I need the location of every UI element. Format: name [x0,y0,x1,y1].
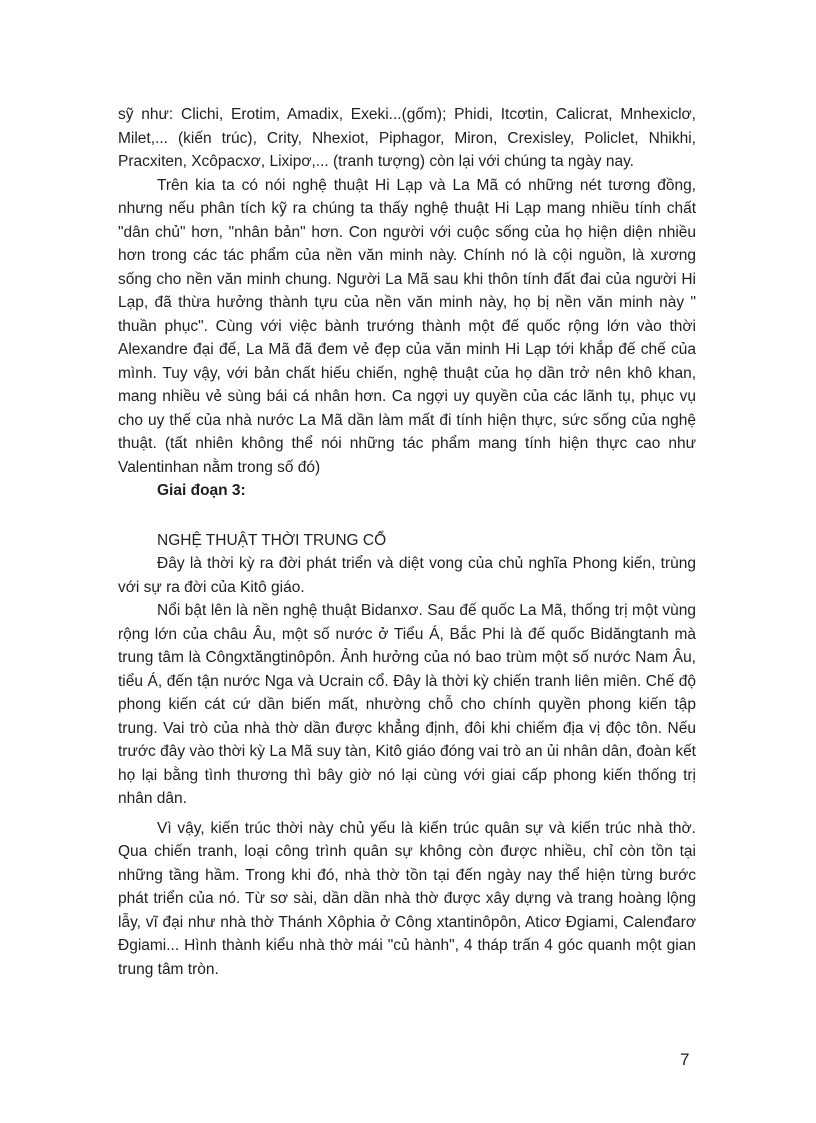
stage-heading: Giai đoạn 3: [157,482,246,499]
paragraph-feudal-period: Đây là thời kỳ ra đời phát triển và diệt vong của chủ nghĩa Phong kiến, trùng với sự ra đời của Kitô giáo. [118,555,696,596]
page-number: 7 [680,1050,690,1069]
paragraph-artists: sỹ như: Clichi, Erotim, Amadix, Exeki...(gốm); Phidi, Itcơtin, Calicrat, Mnhexiclơ, Milet,... (kiến trúc), Crity, Nhexiot, Piphagor, Miron, Crexisley, Policlet, Nhikhi, Pracxiten, Xcôpacxơ, Lixipơ,... (tranh tượng) còn lại với chúng ta ngày nay. [118,106,696,170]
paragraph-greek-roman-comparison: Trên kia ta có nói nghệ thuật Hi Lạp và La Mã có những nét tương đồng, nhưng nếu phân tích kỹ ra chúng ta thấy nghệ thuật Hi Lạp mang nhiều tính chất "dân chủ" hơn, "nhân bản" hơn. Con người với cuộc sống của họ hiện diện nhiều hơn trong các tác phẩm của nền văn minh này. Chính nó là cội nguồn, là xương sống cho nền văn minh chung. Người La Mã sau khi thôn tính đất đai của người Hi Lạp, đã thừa hưởng thành tựu của nền văn minh này, họ bị nền văn minh này " thuần phục". Cùng với việc bành trướng thành một đế quốc rộng lớn vào thời Alexandre đại đế, La Mã đã đem vẻ đẹp của văn minh Hi Lạp tới khắp đế chế của mình. Tuy vậy, với bản chất hiếu chiến, nghệ thuật của họ dần trở nên khô khan, mang nhiều vẻ sùng bái cá nhân hơn. Ca ngợi uy quyền của các lãnh tụ, phục vụ cho uy thế của nhà nước La Mã dần làm mất đi tính hiện thực, sức sống của nghệ thuật. (tất nhiên không thể nói những tác phẩm mang tính hiện thực cao như Valentinhan nằm trong số đó) [118,176,696,476]
section-title: NGHỆ THUẬT THỜI TRUNG CỔ [157,531,387,549]
paragraph-architecture: Vì vậy, kiến trúc thời này chủ yếu là kiến trúc quân sự và kiến trúc nhà thờ. Qua chiến tranh, loại công trình quân sự không còn được nhiều, chỉ còn tồn tại những tầng hầm. Trong khi đó, nhà thờ tồn tại đến ngày nay thể hiện từng bước phát triển của nó. Từ sơ sài, dần dần nhà thờ được xây dựng và trang hoàng lộng lẫy, vĩ đại như nhà thờ Thánh Xôphia ở Công xtantinôpôn, Aticơ Đgiami, Calenđarơ Đgiami... Hình thành kiểu nhà thờ mái "củ hành", 4 tháp trấn 4 góc quanh một gian trung tâm tròn. [118,819,696,978]
document-body [118,103,696,981]
paragraph-byzantine-art: Nổi bật lên là nền nghệ thuật Bidanxơ. Sau đế quốc La Mã, thống trị một vùng rộng lớn của châu Âu, một số nước ở Tiểu Á, Bắc Phi là đế quốc Bidăngtanh mà trung tâm là Côngxtăngtinôpôn. Ảnh hưởng của nó bao trùm một số nước Nam Âu, tiểu Á, đến tận nước Nga và Ucrain cổ. Đây là thời kỳ chiến tranh liên miên. Chế độ phong kiến cát cứ dần biến mất, nhường chỗ cho chính quyền phong kiến tập trung. Vai trò của nhà thờ dần được khẳng định, đôi khi chiếm địa vị độc tôn. Nếu trước đây vào thời kỳ La Mã suy tàn, Kitô giáo đóng vai trò an ủi nhân dân, đoàn kết họ lại bằng tình thương thì bây giờ nó lại cùng với giai cấp phong kiến thống trị nhân dân. [118,602,696,807]
